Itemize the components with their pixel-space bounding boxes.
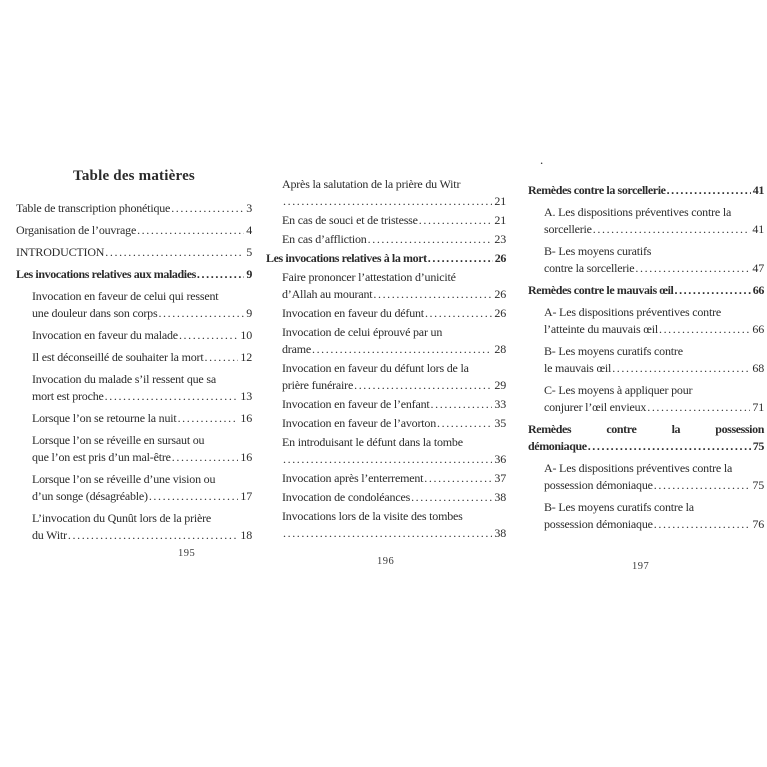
entry-page-number: 26 (494, 306, 506, 320)
entry-text: l’atteinte du mauvais œil (544, 322, 658, 336)
dot-leader (635, 260, 750, 277)
page-title: Table des matières (73, 168, 195, 184)
toc-entry (266, 415, 506, 432)
dot-leader (373, 286, 492, 303)
entry-text: possession démoniaque (544, 478, 653, 492)
dot-leader (588, 438, 751, 455)
toc-entry (528, 499, 764, 533)
dot-leader (105, 244, 244, 261)
dot-leader (425, 305, 492, 322)
entry-line (544, 399, 764, 416)
toc-entry (266, 176, 506, 210)
entry-page-number: 21 (494, 213, 506, 227)
dot-leader (428, 250, 493, 267)
stray-ink-mark: . (540, 152, 544, 167)
entry-line: Invocation en faveur du défunt lors de la (282, 361, 469, 375)
entry-line: Invocations lors de la visite des tombes (282, 509, 463, 523)
toc-entry (528, 304, 764, 338)
toc-entry (16, 471, 252, 505)
entry-text: Invocation de condoléances (282, 490, 411, 504)
entry-line (32, 449, 252, 466)
entry-line: Invocation de celui éprouvé par un (282, 325, 443, 339)
entry-text: Table de transcription phonétique (16, 201, 171, 215)
toc-column-3 (528, 182, 764, 538)
toc-entry (16, 432, 252, 466)
entry-line (282, 212, 506, 229)
toc-entry-list (266, 176, 506, 542)
entry-text: du Witr (32, 528, 67, 542)
entry-line: A- Les dispositions préventives contre (544, 305, 722, 319)
entry-line (32, 388, 252, 405)
entry-line (282, 305, 506, 322)
entry-line (544, 360, 764, 377)
entry-page-number: 36 (494, 452, 506, 466)
entry-line: B- Les moyens curatifs contre (544, 344, 683, 358)
entry-text: mort est proche (32, 389, 104, 403)
entry-line: Après la salutation de la prière du Witr (282, 177, 461, 191)
dot-leader (654, 516, 751, 533)
toc-section-entry (528, 421, 764, 455)
toc-section-entry (528, 182, 764, 199)
entry-page-number: 41 (752, 222, 764, 236)
entry-line: Invocation du malade s’il ressent que sa (32, 372, 216, 386)
entry-text: Il est déconseillé de souhaiter la mort (32, 350, 204, 364)
toc-entry (528, 343, 764, 377)
entry-line (282, 231, 506, 248)
entry-text: Remèdes contre la sorcellerie (528, 183, 666, 197)
entry-line (528, 182, 764, 199)
entry-text: En cas d’affliction (282, 232, 367, 246)
entry-text: Les invocations relatives à la mort (266, 251, 427, 265)
toc-entry (266, 324, 506, 358)
toc-entry (16, 510, 252, 544)
entry-page-number: 33 (494, 397, 506, 411)
entry-line: L’invocation du Qunût lors de la prière (32, 511, 212, 525)
dot-leader (197, 266, 244, 283)
entry-text: possession démoniaque (544, 517, 653, 531)
entry-text: prière funéraire (282, 378, 354, 392)
entry-text: Organisation de l’ouvrage (16, 223, 137, 237)
toc-entry-list (528, 182, 764, 533)
dot-leader (68, 527, 238, 544)
entry-line (282, 286, 506, 303)
entry-page-number: 28 (494, 342, 506, 356)
entry-line (32, 410, 252, 427)
entry-line (282, 377, 506, 394)
entry-page-number: 21 (494, 194, 506, 208)
entry-line: A- Les dispositions préventives contre la (544, 461, 733, 475)
entry-page-number: 26 (494, 287, 506, 301)
entry-text: Lorsque l’on se retourne la nuit (32, 411, 177, 425)
entry-text: INTRODUCTION (16, 245, 105, 259)
entry-line (282, 396, 506, 413)
entry-page-number: 75 (752, 478, 764, 492)
entry-text: Invocation en faveur de l’avorton (282, 416, 436, 430)
entry-text: En cas de souci et de tristesse (282, 213, 418, 227)
entry-line: Invocation en faveur de celui qui ressent (32, 289, 219, 303)
entry-text: Les invocations relatives aux maladies (16, 267, 196, 281)
toc-section-entry (266, 250, 506, 267)
entry-text: conjurer l’œil envieux (544, 400, 647, 414)
dot-leader (312, 341, 492, 358)
dot-leader (172, 449, 239, 466)
entry-page-number: 12 (240, 350, 252, 364)
toc-entry (528, 460, 764, 494)
toc-entry (266, 212, 506, 229)
entry-text: drame (282, 342, 311, 356)
entry-text: d’Allah au mourant (282, 287, 373, 301)
entry-page-number: 17 (240, 489, 252, 503)
entry-page-number: 37 (494, 471, 506, 485)
entry-line (282, 470, 506, 487)
entry-page-number: 35 (494, 416, 506, 430)
entry-line: Faire prononcer l’attestation d’unicité (282, 270, 456, 284)
entry-line (32, 527, 252, 544)
entry-line: Lorsque l’on se réveille en sursaut ou (32, 433, 205, 447)
entry-line (528, 438, 764, 455)
toc-entry (266, 508, 506, 542)
dot-leader (612, 360, 750, 377)
entry-line (16, 266, 252, 283)
entry-page-number: 68 (752, 361, 764, 375)
entry-line: B- Les moyens curatifs contre la (544, 500, 694, 514)
toc-entry (266, 434, 506, 468)
entry-page-number: 76 (752, 517, 764, 531)
toc-entry (16, 200, 252, 217)
toc-column-1 (16, 168, 252, 549)
entry-page-number: 4 (246, 223, 252, 237)
toc-section-entry (528, 282, 764, 299)
dot-leader (424, 470, 492, 487)
page-number-footer: 197 (632, 561, 650, 572)
page-number-footer: 195 (178, 548, 196, 559)
entry-text: d’un songe (désagréable) (32, 489, 148, 503)
entry-page-number: 38 (494, 490, 506, 504)
dot-leader (667, 182, 751, 199)
dot-leader (368, 231, 493, 248)
entry-line: B- Les moyens curatifs (544, 244, 652, 258)
entry-line: C- Les moyens à appliquer pour (544, 383, 693, 397)
entry-line (544, 516, 764, 533)
entry-line (32, 349, 252, 366)
entry-text: que l’on est pris d’un mal-être (32, 450, 171, 464)
entry-text: contre la sorcellerie (544, 261, 635, 275)
toc-entry (528, 382, 764, 416)
toc-entry (266, 269, 506, 303)
entry-line: Remèdes contre la possession (528, 422, 764, 436)
entry-text: Remèdes contre le mauvais œil (528, 283, 674, 297)
toc-entry (16, 349, 252, 366)
dot-leader (283, 525, 492, 542)
entry-page-number: 29 (494, 378, 506, 392)
entry-page-number: 66 (752, 283, 764, 297)
toc-entry (528, 204, 764, 238)
toc-entry-list (16, 200, 252, 544)
dot-leader (171, 200, 244, 217)
dot-leader (283, 451, 492, 468)
entry-text: Invocation en faveur du défunt (282, 306, 424, 320)
entry-text: démoniaque (528, 439, 587, 453)
entry-line (282, 193, 506, 210)
entry-text: Invocation en faveur du malade (32, 328, 178, 342)
entry-line (16, 200, 252, 217)
entry-page-number: 16 (240, 450, 252, 464)
entry-text: une douleur dans son corps (32, 306, 158, 320)
entry-line (16, 244, 252, 261)
toc-section-entry (16, 266, 252, 283)
toc-entry (16, 288, 252, 322)
entry-page-number: 16 (240, 411, 252, 425)
entry-line: Lorsque l’on se réveille d’une vision ou (32, 472, 216, 486)
dot-leader (158, 305, 244, 322)
dot-leader (283, 193, 492, 210)
entry-page-number: 23 (494, 232, 506, 246)
toc-column-2 (266, 176, 506, 544)
dot-leader (654, 477, 751, 494)
entry-line (544, 260, 764, 277)
entry-page-number: 3 (246, 201, 252, 215)
entry-line (282, 489, 506, 506)
dot-leader (419, 212, 493, 229)
toc-entry (266, 360, 506, 394)
entry-page-number: 18 (240, 528, 252, 542)
dot-leader (105, 388, 239, 405)
toc-entry (266, 489, 506, 506)
entry-line (32, 305, 252, 322)
dot-leader (593, 221, 751, 238)
entry-line (282, 415, 506, 432)
dot-leader (647, 399, 750, 416)
dot-leader (149, 488, 239, 505)
entry-line (16, 222, 252, 239)
entry-line (282, 525, 506, 542)
entry-line (32, 327, 252, 344)
entry-page-number: 38 (494, 526, 506, 540)
entry-line (282, 451, 506, 468)
toc-entry (16, 410, 252, 427)
toc-entry (528, 243, 764, 277)
page-number-footer: 196 (377, 556, 395, 567)
entry-page-number: 71 (752, 400, 764, 414)
entry-page-number: 66 (752, 322, 764, 336)
toc-entry (266, 396, 506, 413)
entry-page-number: 10 (240, 328, 252, 342)
dot-leader (354, 377, 492, 394)
entry-text: le mauvais œil (544, 361, 612, 375)
entry-line (544, 221, 764, 238)
dot-leader (137, 222, 244, 239)
entry-page-number: 5 (246, 245, 252, 259)
entry-page-number: 75 (752, 439, 764, 453)
dot-leader (178, 410, 239, 427)
dot-leader (674, 282, 750, 299)
toc-entry (16, 244, 252, 261)
toc-entry (16, 371, 252, 405)
entry-page-number: 13 (240, 389, 252, 403)
toc-entry (266, 305, 506, 322)
entry-line: En introduisant le défunt dans la tombe (282, 435, 463, 449)
entry-line: A. Les dispositions préventives contre la (544, 205, 732, 219)
entry-line (528, 282, 764, 299)
toc-entry (16, 327, 252, 344)
dot-leader (411, 489, 492, 506)
entry-line (32, 488, 252, 505)
entry-page-number: 26 (494, 251, 506, 265)
dot-leader (659, 321, 750, 338)
entry-page-number: 47 (752, 261, 764, 275)
entry-page-number: 9 (246, 306, 252, 320)
dot-leader (179, 327, 238, 344)
entry-page-number: 41 (752, 183, 764, 197)
entry-text: sorcellerie (544, 222, 592, 236)
entry-line (266, 250, 506, 267)
entry-text: Invocation après l’enterrement (282, 471, 424, 485)
entry-text: Invocation en faveur de l’enfant (282, 397, 430, 411)
dot-leader (204, 349, 238, 366)
toc-entry (266, 470, 506, 487)
toc-entry (266, 231, 506, 248)
entry-line (544, 321, 764, 338)
entry-line (544, 477, 764, 494)
toc-entry (16, 222, 252, 239)
entry-line (282, 341, 506, 358)
entry-page-number: 9 (246, 267, 252, 281)
dot-leader (437, 415, 492, 432)
dot-leader (431, 396, 493, 413)
